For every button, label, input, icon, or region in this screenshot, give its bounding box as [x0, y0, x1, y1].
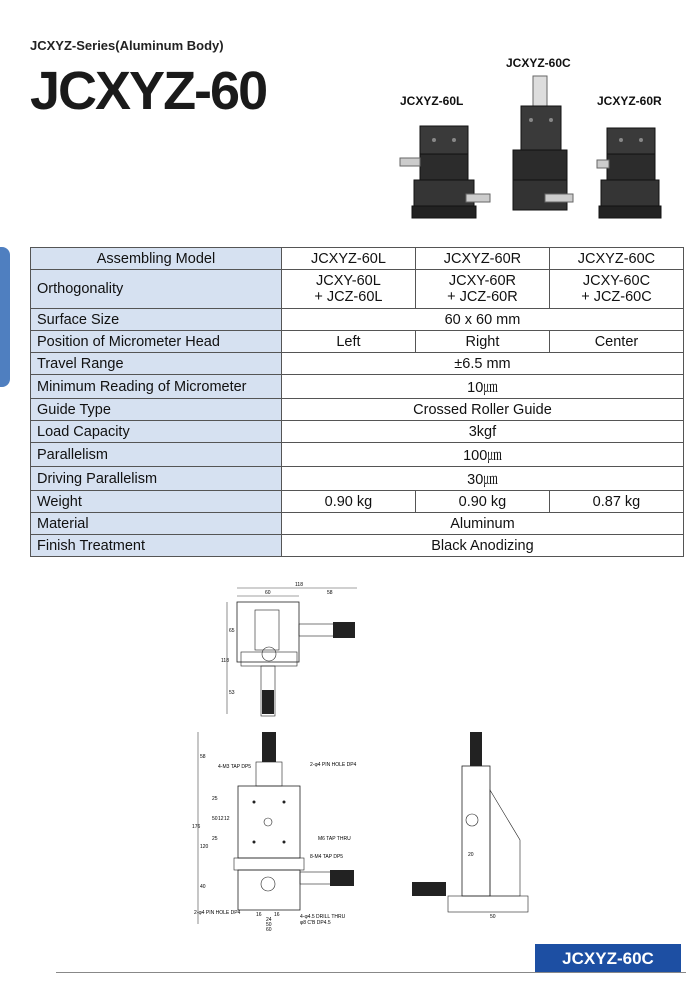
dim-bottom-24: 24: [266, 917, 272, 923]
cell-value: 100㎛: [281, 443, 683, 467]
model-title: JCXYZ-60: [30, 61, 267, 121]
drawing-top-view: [215, 582, 375, 722]
table-row-weight: [31, 491, 684, 513]
table-row-finish: [31, 535, 684, 557]
dim-front-58: 58: [200, 754, 206, 760]
dim-front-120: 120: [200, 844, 209, 850]
table-row-parallelism: [31, 443, 684, 467]
dim-left-53: 53: [229, 690, 235, 696]
cell-60l: Left: [281, 331, 415, 353]
table-row-material: [31, 513, 684, 535]
cell-60r: JCXY-60R + JCZ-60R: [415, 270, 549, 309]
table-row-micrometer-position: [31, 331, 684, 353]
row-label: Minimum Reading of Micrometer: [31, 375, 282, 399]
note-pin-hole-bottom: 2-φ4 PIN HOLE DP4: [194, 910, 241, 916]
table-row-load-capacity: [31, 421, 684, 443]
product-label-center: JCXYZ-60C: [506, 56, 571, 70]
row-label: Driving Parallelism: [31, 467, 282, 491]
row-label: Travel Range: [31, 353, 282, 375]
dim-bottom-16a: 16: [256, 912, 262, 918]
note-m3-tap: 4-M3 TAP DP5: [218, 764, 252, 770]
table-row-driving-parallelism: [31, 467, 684, 491]
row-label: Material: [31, 513, 282, 535]
dim-top-60: 60: [265, 590, 271, 596]
product-photo-left: [398, 118, 493, 223]
cell-60c: Center: [549, 331, 683, 353]
row-label: Weight: [31, 491, 282, 513]
dim-inner-25a: 25: [212, 796, 218, 802]
note-m4-tap: 8-M4 TAP DP5: [310, 854, 344, 860]
cell-value: Aluminum: [281, 513, 683, 535]
dim-left-65: 65: [229, 628, 235, 634]
dim-inner-50: 50: [212, 816, 218, 822]
note-m6-tap: M6 TAP THRU: [318, 836, 351, 842]
row-label: Finish Treatment: [31, 535, 282, 557]
footer-rule: [56, 972, 686, 973]
cell-60c: JCXY-60C + JCZ-60C: [549, 270, 683, 309]
dim-front-176: 176: [192, 824, 201, 830]
table-row-guide-type: [31, 399, 684, 421]
row-label: Surface Size: [31, 309, 282, 331]
header-60c: JCXYZ-60C: [549, 248, 683, 270]
dim-top-58: 58: [327, 590, 333, 596]
table-row-orthogonality: [31, 270, 684, 309]
dim-bottom-16b: 16: [274, 912, 280, 918]
row-label: Orthogonality: [31, 270, 282, 309]
product-photo-center: [505, 70, 575, 220]
spec-table: [30, 247, 684, 557]
dim-side-50: 50: [490, 914, 496, 920]
side-tab: [0, 247, 10, 387]
cell-value: 10㎛: [281, 375, 683, 399]
series-title: JCXYZ-Series(Aluminum Body): [30, 38, 224, 53]
dim-left-118: 118: [221, 658, 229, 664]
cell-value: Black Anodizing: [281, 535, 683, 557]
row-label: Load Capacity: [31, 421, 282, 443]
note-drill-thru: 4-φ4.5 DRILL THRU: [300, 914, 346, 920]
cell-60l: 0.90 kg: [281, 491, 415, 513]
dim-inner-12a: 12: [218, 816, 224, 822]
dim-bottom-50: 50: [266, 922, 272, 928]
drawing-side-view: [408, 730, 533, 920]
row-label: Guide Type: [31, 399, 282, 421]
cell-60l: JCXY-60L + JCZ-60L: [281, 270, 415, 309]
row-label: Position of Micrometer Head: [31, 331, 282, 353]
cell-value: Crossed Roller Guide: [281, 399, 683, 421]
product-label-left: JCXYZ-60L: [400, 94, 464, 108]
header-60r: JCXYZ-60R: [415, 248, 549, 270]
cell-60r: 0.90 kg: [415, 491, 549, 513]
dim-front-40: 40: [200, 884, 206, 890]
note-pin-hole-top: 2-φ4 PIN HOLE DP4: [310, 762, 357, 768]
dim-side-20: 20: [468, 852, 474, 858]
table-header-row: [31, 248, 684, 270]
product-photo-right: [595, 118, 670, 223]
cell-value: 3kgf: [281, 421, 683, 443]
dim-bottom-60: 60: [266, 927, 272, 933]
table-row-min-reading: [31, 375, 684, 399]
cell-60c: 0.87 kg: [549, 491, 683, 513]
header-60l: JCXYZ-60L: [281, 248, 415, 270]
product-label-right: JCXYZ-60R: [597, 94, 662, 108]
cell-value: 30㎛: [281, 467, 683, 491]
row-label: Parallelism: [31, 443, 282, 467]
dim-top-total: 118: [295, 582, 303, 588]
table-row-surface-size: [31, 309, 684, 331]
dim-inner-25b: 25: [212, 836, 218, 842]
drawing-front-view: [190, 728, 380, 933]
cell-60r: Right: [415, 331, 549, 353]
note-counterbore: φ8 C'B DP4.5: [300, 920, 331, 926]
table-row-travel-range: [31, 353, 684, 375]
cell-value: 60 x 60 mm: [281, 309, 683, 331]
cell-value: ±6.5 mm: [281, 353, 683, 375]
dim-inner-12b: 12: [224, 816, 230, 822]
header-assembling-model: Assembling Model: [31, 248, 282, 270]
model-badge: JCXYZ-60C: [535, 944, 681, 973]
